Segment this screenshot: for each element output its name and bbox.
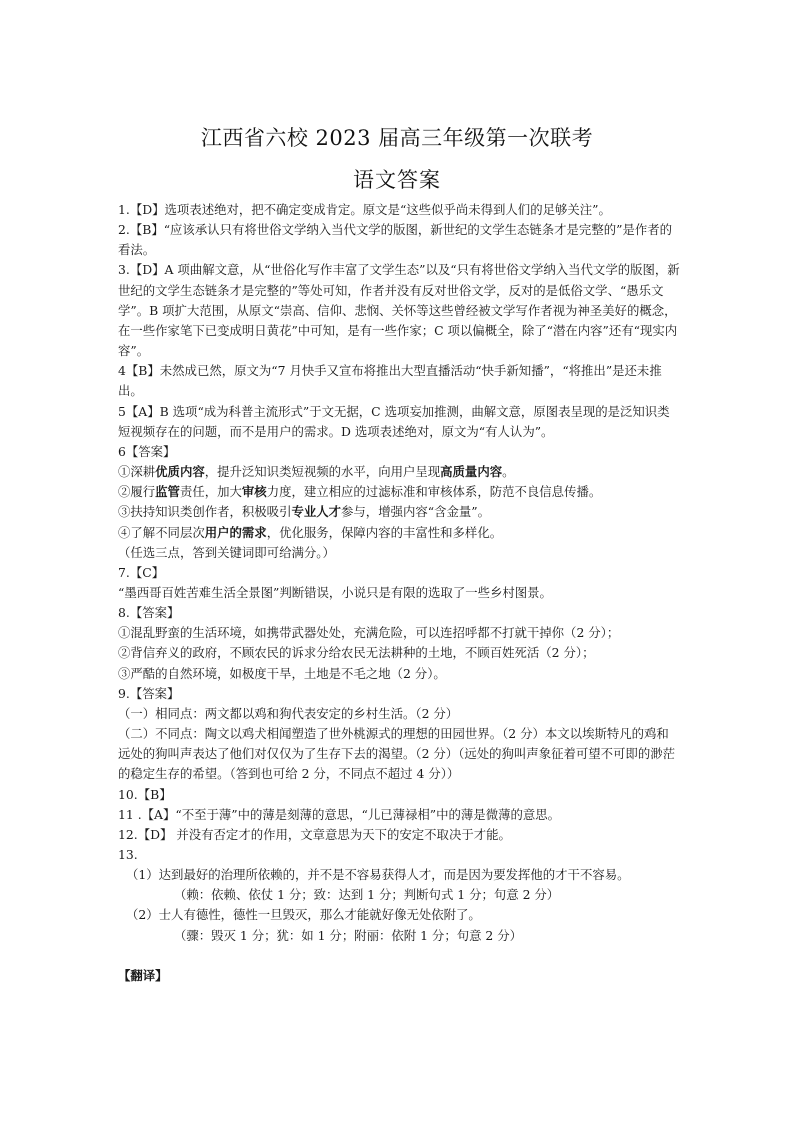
answer-q12: 12.【D】 并没有否定才的作用，文章意思为天下的安定不取决于才能。 — [118, 826, 511, 842]
answer-q10: 10.【B】 — [118, 786, 172, 802]
answer-q8-item: ③严酷的自然环境，如极度干旱，土地是不毛之地（2 分）。 — [118, 665, 446, 681]
answer-q6-heading: 6【答案】 — [118, 443, 176, 459]
answer-q11: 11 .【A】“不至于薄”中的薄是刻薄的意思，“儿已薄禄相”中的薄是微薄的意思。 — [118, 806, 561, 822]
document-title: 江西省六校 2023 届高三年级第一次联考 — [200, 126, 594, 150]
answer-q13-scoring-1: （赖：依赖、依仗 1 分；致：达到 1 分；判断句式 1 分；句意 2 分） — [174, 887, 560, 903]
answer-q7-text: “墨西哥百姓苦难生活全景图”判断错误，小说只是有限的选取了一些乡村图景。 — [118, 584, 552, 600]
answer-q2: 2.【B】“应该承认只有将世俗文学纳入当代文学的版图，新世纪的文学生态链条才是完整的”是作者的看法。 — [118, 222, 673, 258]
answer-q6-point-3: ③扶持知识类创作者，积极吸引专业人才参与，增强内容“含金量”。 — [118, 504, 490, 520]
answer-q13-scoring-2: （骤：毁灭 1 分；犹：如 1 分；附丽：依附 1 分；句意 2 分） — [174, 927, 523, 943]
answer-q13-translation-1: （1）达到最好的治理所依赖的，并不是不容易获得人才，而是因为要发挥他的才干不容易。 — [126, 867, 630, 883]
answer-q4: 4【B】未然成已然，原文为“7 月快手又宣布将推出大型直播活动“快手新知播”，“将推出”是还未推出。 — [118, 363, 662, 399]
answer-q9-difference: （二）不同点：陶文以鸡犬相闻塑造了世外桃源式的理想的田园世界。（2 分）本文以埃斯特凡的鸡和远处的狗叫声表达了他们对仅仅为了生存下去的渴望。（2 分）（远处的狗叫声象征着可望不可即的渺茫的稳定生存的希望。（答到也可给 2 分，不同点不超过 4 分）） — [118, 726, 675, 782]
answer-q6-note: （任选三点，答到关键词即可给满分。） — [118, 544, 335, 560]
answer-q6-point-2: ②履行监管责任，加大审核力度，建立相应的过滤标准和审核体系，防范不良信息传播。 — [118, 484, 602, 500]
answer-q6-point-4: ④了解不同层次用户的需求，优化服务，保障内容的丰富性和多样化。 — [118, 524, 503, 540]
answer-body — [118, 200, 680, 986]
answer-q5: 5【A】B 选项“成为科普主流形式”于文无据，C 选项妄加推测，曲解文意，原图表呈现的是泛知识类短视频存在的问题，而不是用户的需求。D 选项表述绝对，原文为“有人认为”。 — [118, 403, 670, 439]
answer-q13-heading: 13. — [118, 847, 138, 862]
answer-q13-translation-2: （2）士人有德性，德性一旦毁灭，那么才能就好像无处依附了。 — [126, 907, 481, 923]
answer-q8-heading: 8.【答案】 — [118, 605, 180, 621]
answer-q1: 1.【D】选项表述绝对，把不确定变成肯定。原文是“这些似乎尚未得到人们的足够关注”。 — [118, 202, 611, 217]
answer-q8-item: ②背信弃义的政府，不顾农民的诉求分给农民无法耕种的土地，不顾百姓死活（2 分）； — [118, 645, 595, 661]
answer-q3: 3.【D】A 项曲解文意，从“世俗化写作丰富了文学生态”以及“只有将世俗文学纳入当代文学的版图，新世纪的文学生态链条才是完整的”等处可知，作者并没有反对世俗文学，反对的是低俗文学、“愚乐文学”。B 项扩大范围，从原文“崇高、信仰、悲悯、关怀等这些曾经被文学写作者视为神圣美好的概念，在一些作家笔下已变成明日黄花”中可知，是有一些作家；C 项以偏概全，除了“潜在内容”还有“现实内容”。 — [118, 262, 680, 359]
answer-q9-similarity: （一）相同点：两文都以鸡和狗代表安定的乡村生活。（2 分） — [118, 705, 459, 721]
document-subtitle: 语文答案 — [353, 168, 441, 192]
translation-heading: 【翻译】 — [118, 967, 168, 983]
answer-q6-point-1: ①深耕优质内容，提升泛知识类短视频的水平，向用户呈现高质量内容。 — [118, 464, 515, 480]
spacer — [118, 946, 680, 966]
answer-q9-heading: 9.【答案】 — [118, 685, 180, 701]
answer-q7-heading: 7.【C】 — [118, 564, 165, 580]
answer-q8-item: ①混乱野蛮的生活环境，如携带武器处处，充满危险，可以连招呼都不打就干掉你（2 分）； — [118, 625, 620, 641]
